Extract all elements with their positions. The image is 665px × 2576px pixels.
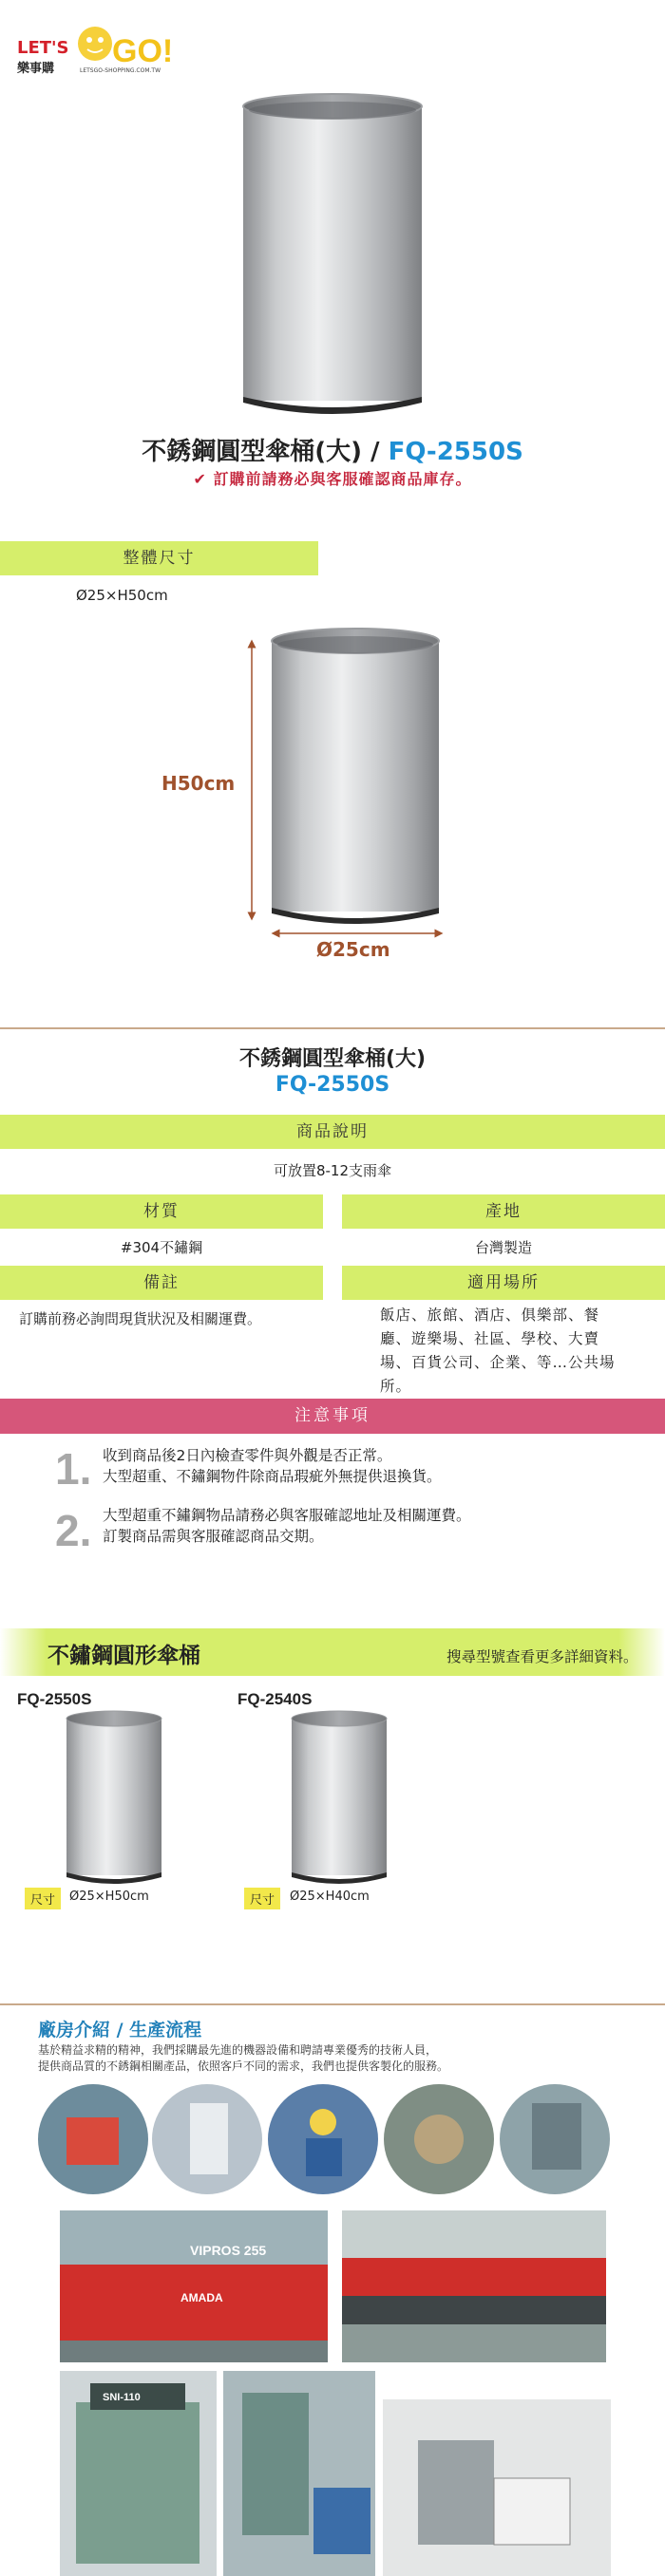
size-tag: 尺寸 [25, 1888, 61, 1909]
product-model-fq2540s[interactable]: FQ-2540S [238, 1690, 313, 1708]
machine-label-sni: SNI-110 [103, 2392, 141, 2403]
product-title [0, 432, 665, 467]
note-item-1 [103, 1445, 442, 1487]
size-section-header: 整體尺寸 [0, 541, 318, 575]
note-number-2: 2. [55, 1506, 92, 1555]
overall-size-text: Ø25×H50cm [76, 587, 168, 604]
origin-header: 產地 [342, 1194, 665, 1229]
factory-desc-line-1: 基於精益求精的精神，我們採購最先進的機器設備和聘請專業優秀的技術人員， [38, 2043, 438, 2057]
machine-label-amada: AMADA [180, 2291, 223, 2304]
section-divider [0, 2003, 665, 2005]
logo-go-text: GO! [112, 33, 174, 69]
factory-machine-photos [60, 2210, 611, 2576]
note-1-line-1: 收到商品後2日內檢查零件與外觀是否正常。 [103, 1447, 392, 1464]
remark-header: 備註 [0, 1266, 323, 1300]
notes-header: 注意事項 [0, 1399, 665, 1434]
product-size-fq2550s: Ø25×H50cm [69, 1890, 149, 1904]
series-search-hint[interactable]: 搜尋型號查看更多詳細資料。 [446, 1648, 638, 1665]
logo-cn-text: 樂事購 [17, 62, 55, 76]
places-value: 飯店、旅館、酒店、俱樂部、餐廳、遊樂場、社區、學校、大賣場、百貨公司、企業、等…公共場所。 [380, 1307, 616, 1395]
product-title-cn: 不銹鋼圓型傘桶(大) / [142, 438, 389, 466]
logo-lets-text: LET'S [17, 38, 69, 58]
places-header: 適用場所 [342, 1266, 665, 1300]
material-value: #304不鏽鋼 [120, 1239, 203, 1256]
product-thumb-fq2550s[interactable] [66, 1711, 162, 1884]
size-tag: 尺寸 [244, 1888, 280, 1909]
hero-umbrella-stand-image [243, 94, 422, 414]
note-2-line-1: 大型超重不鏽鋼物品請務必與客服確認地址及相關運費。 [103, 1507, 471, 1524]
stock-notice: ✔ 訂購前請務必與客服確認商品庫存。 [193, 470, 472, 488]
logo-url-text: LETSGO-SHOPPING.COM.TW [80, 67, 161, 74]
note-number-1: 1. [55, 1444, 92, 1494]
note-1-line-2: 大型超重、不鏽鋼物件除商品瑕疵外無提供退換貨。 [103, 1468, 442, 1485]
product-thumb-fq2540s[interactable] [292, 1711, 387, 1884]
dimension-umbrella-stand-image [252, 629, 439, 933]
note-2-line-2: 訂製商品需與客服確認商品交期。 [103, 1528, 324, 1545]
origin-value: 台灣製造 [474, 1239, 532, 1256]
material-header: 材質 [0, 1194, 323, 1229]
product-model-fq2550s[interactable]: FQ-2550S [17, 1690, 92, 1708]
spec-model: FQ-2550S [275, 1073, 390, 1097]
factory-title: 廠房介紹 / 生產流程 [38, 2020, 202, 2040]
description-value: 可放置8-12支雨傘 [273, 1162, 392, 1179]
height-dimension-label: H50cm [162, 772, 236, 795]
factory-desc-line-2: 提供商品質的不銹鋼相關產品，依照客戶不同的需求，我們也提供客製化的服務。 [38, 2059, 449, 2073]
product-size-fq2540s: Ø25×H40cm [290, 1890, 370, 1904]
width-dimension-label: Ø25cm [316, 938, 390, 961]
product-title-model: FQ-2550S [388, 438, 523, 466]
note-item-2 [103, 1505, 471, 1547]
remark-value: 訂購前務必詢問現貨狀況及相關運費。 [19, 1310, 262, 1327]
factory-circle-photos [38, 2084, 610, 2194]
section-divider [0, 1027, 665, 1029]
machine-label-vipros: VIPROS 255 [190, 2243, 267, 2258]
series-title: 不鏽鋼圓形傘桶 [48, 1644, 200, 1668]
description-header: 商品說明 [0, 1115, 665, 1149]
spec-title: 不銹鋼圓型傘桶(大) [238, 1047, 427, 1071]
